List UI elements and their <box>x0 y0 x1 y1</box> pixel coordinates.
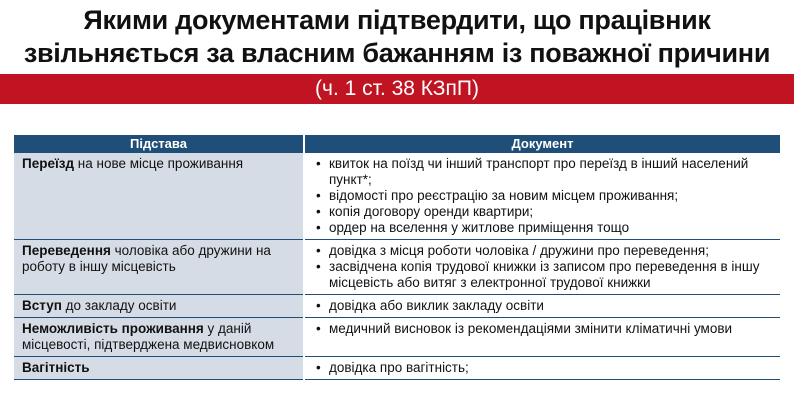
bullet-icon: • <box>316 298 321 313</box>
bullet-icon: • <box>316 360 321 375</box>
bullet-icon: • <box>316 188 321 203</box>
table-row <box>14 153 780 240</box>
title-line-2: звільняється за власним бажанням із поважної причини <box>23 38 771 68</box>
reasons-table <box>14 135 780 380</box>
reason-cell <box>14 357 304 380</box>
document-list <box>315 243 774 291</box>
document-item <box>315 188 774 204</box>
document-item <box>315 360 774 376</box>
reason-text: чоловіка або дружини на роботу в іншу місцевість <box>22 243 271 274</box>
document-item <box>315 321 774 337</box>
document-item <box>315 298 774 314</box>
reason-keyword: Переїзд <box>22 156 75 171</box>
reason-text: на нове місце проживання <box>74 156 244 171</box>
bullet-icon: • <box>316 259 321 274</box>
document-item <box>315 156 774 188</box>
table-row <box>14 318 780 357</box>
title-line-1: Якими документами підтвердити, що працівник <box>83 5 711 35</box>
document-text: довідка про вагітність; <box>329 360 469 375</box>
reason-keyword: Вступ <box>22 298 62 313</box>
document-cell <box>304 153 780 240</box>
document-text: довідка з місця роботи чоловіка / дружини про переведення; <box>329 243 709 258</box>
subtitle-band <box>0 74 794 104</box>
header-document: Документ <box>304 135 780 153</box>
document-cell <box>304 295 780 318</box>
bullet-icon: • <box>316 204 321 219</box>
document-list <box>315 321 774 337</box>
reason-keyword: Переведення <box>22 243 111 258</box>
table-row <box>14 295 780 318</box>
reason-text: до закладу освіти <box>61 298 177 313</box>
document-text: копія договору оренди квартири; <box>329 204 534 219</box>
bullet-icon: • <box>316 243 321 258</box>
document-item <box>315 259 774 291</box>
subtitle: (ч. 1 ст. 38 КЗпП) <box>315 77 479 100</box>
table-body <box>14 153 780 380</box>
header-reason: Підстава <box>14 135 304 153</box>
title <box>0 4 794 70</box>
reason-keyword: Вагітність <box>22 360 90 375</box>
reason-cell <box>14 295 304 318</box>
table-header-row <box>14 135 780 153</box>
document-text: засвідчена копія трудової книжки із записом про переведення в іншу місцевість або витяг з електронної трудової книжки <box>329 259 760 290</box>
document-cell <box>304 357 780 380</box>
bullet-icon: • <box>316 321 321 336</box>
document-text: довідка або виклик закладу освіти <box>329 298 544 313</box>
reason-keyword: Неможливість проживання <box>22 321 204 336</box>
document-text: відомості про реєстрацію за новим місцем проживання; <box>329 188 679 203</box>
document-list <box>315 156 774 236</box>
table-row <box>14 357 780 380</box>
reason-cell <box>14 240 304 295</box>
table-row <box>14 240 780 295</box>
reason-text: у даній місцевості, підтверджена медвисновком <box>22 321 275 352</box>
document-cell <box>304 318 780 357</box>
bullet-icon: • <box>316 156 321 171</box>
document-text: медичний висновок із рекомендаціями змінити кліматичні умови <box>329 321 733 336</box>
reason-cell <box>14 153 304 240</box>
document-text: ордер на вселення у житлове приміщення тощо <box>329 220 630 235</box>
document-text: квиток на поїзд чи інший транспорт про переїзд в інший населений пункт*; <box>329 156 749 187</box>
bullet-icon: • <box>316 220 321 235</box>
document-item <box>315 204 774 220</box>
document-item <box>315 243 774 259</box>
document-list <box>315 360 774 376</box>
document-cell <box>304 240 780 295</box>
reason-cell <box>14 318 304 357</box>
document-item <box>315 220 774 236</box>
document-list <box>315 298 774 314</box>
